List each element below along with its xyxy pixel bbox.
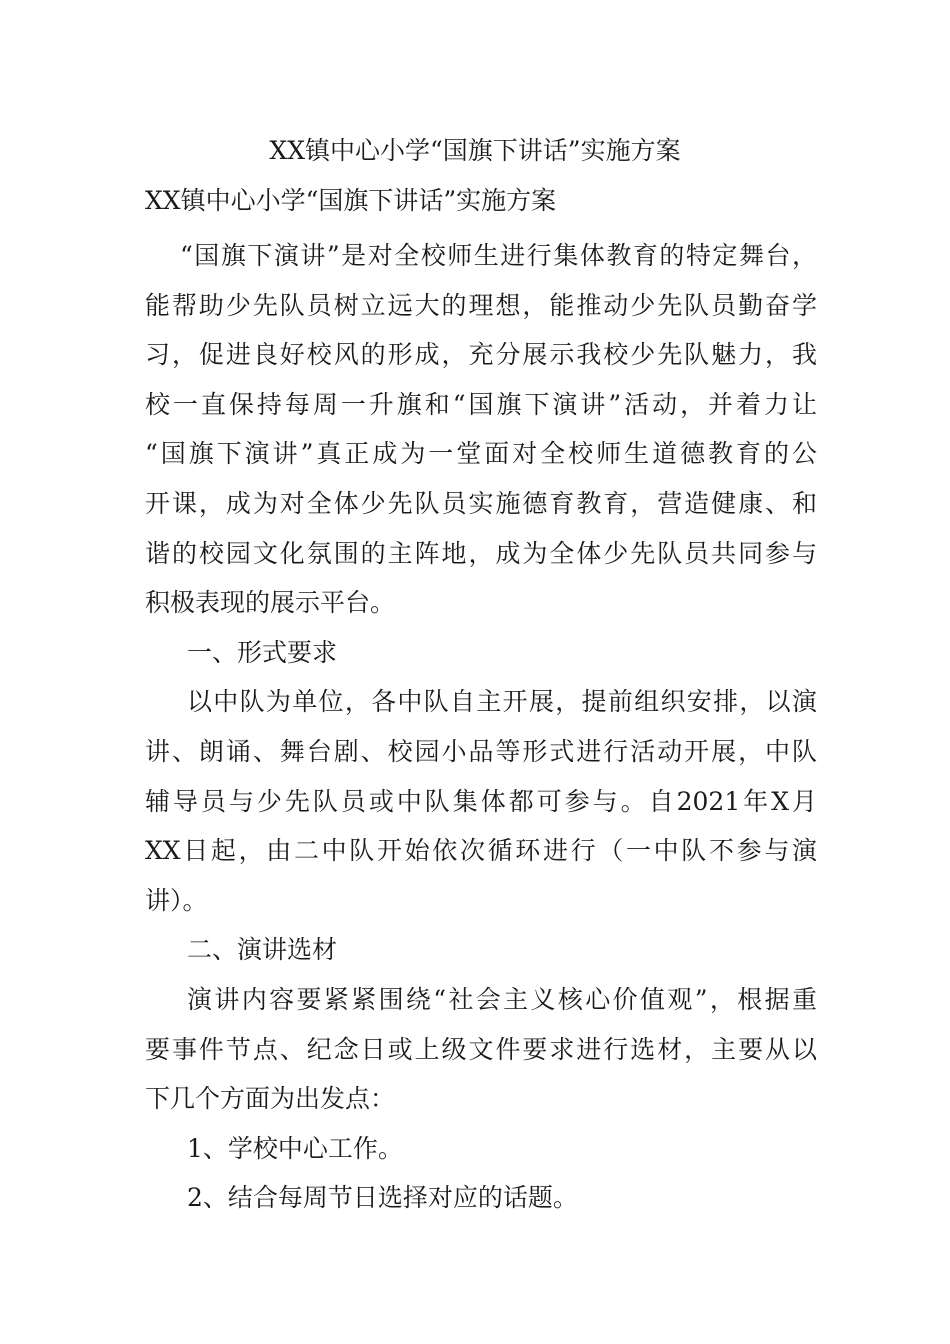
- text-line: 2、结合每周节日选择对应的话题。: [187, 1183, 578, 1213]
- text-line: 开课，成为对全体少先队员实施德育教育，营造健康、和: [145, 488, 817, 518]
- text-line: 积极表现的展示平台。: [145, 588, 396, 618]
- text-line: “国旗下演讲”是对全校师生进行集体教育的特定舞台，: [180, 241, 817, 270]
- text-line: XX日起，由二中队开始依次循环进行（一中队不参与演: [145, 836, 817, 866]
- text-line: 谐的校园文化氛围的主阵地，成为全体少先队员共同参与: [145, 538, 817, 568]
- text-line: 要事件节点、纪念日或上级文件要求进行选材，主要从以: [145, 1034, 817, 1064]
- text-line: 讲）。: [145, 885, 208, 915]
- text-line: 二、演讲选材: [187, 935, 338, 965]
- text-line: 习，促进良好校风的形成，充分展示我校少先队魅力，我: [145, 340, 817, 370]
- text-line: “国旗下演讲”真正成为一堂面对全校师生道德教育的公: [145, 439, 817, 469]
- document-subtitle: XX镇中心小学“国旗下讲话”实施方案: [145, 186, 557, 215]
- document-title: XX镇中心小学“国旗下讲话”实施方案: [269, 136, 681, 165]
- text-line: 讲、朗诵、舞台剧、校园小品等形式进行活动开展，中队: [145, 736, 817, 766]
- section-heading-topic: [145, 925, 817, 975]
- text-line: 一、形式要求: [187, 637, 338, 667]
- paragraph-form: [145, 677, 817, 925]
- text-line: 能帮助少先队员树立远大的理想，能推动少先队员勤奋学: [145, 290, 817, 320]
- text-line: 下几个方面为出发点：: [145, 1084, 396, 1114]
- list-item-1: [145, 1124, 817, 1174]
- list-item-2: [145, 1173, 817, 1223]
- paragraph-topic: [145, 975, 817, 1124]
- document-body: [145, 231, 817, 1223]
- text-line: 1、学校中心工作。: [187, 1133, 403, 1163]
- text-line: 辅导员与少先队员或中队集体都可参与。自2021年X月: [145, 786, 817, 816]
- text-line: 演讲内容要紧紧围绕“社会主义核心价值观”，根据重: [187, 984, 817, 1014]
- text-line: 校一直保持每周一升旗和“国旗下演讲”活动，并着力让: [145, 389, 817, 419]
- paragraph-intro: [145, 231, 817, 628]
- text-line: 以中队为单位，各中队自主开展，提前组织安排，以演: [187, 687, 817, 717]
- section-heading-form: [145, 628, 817, 678]
